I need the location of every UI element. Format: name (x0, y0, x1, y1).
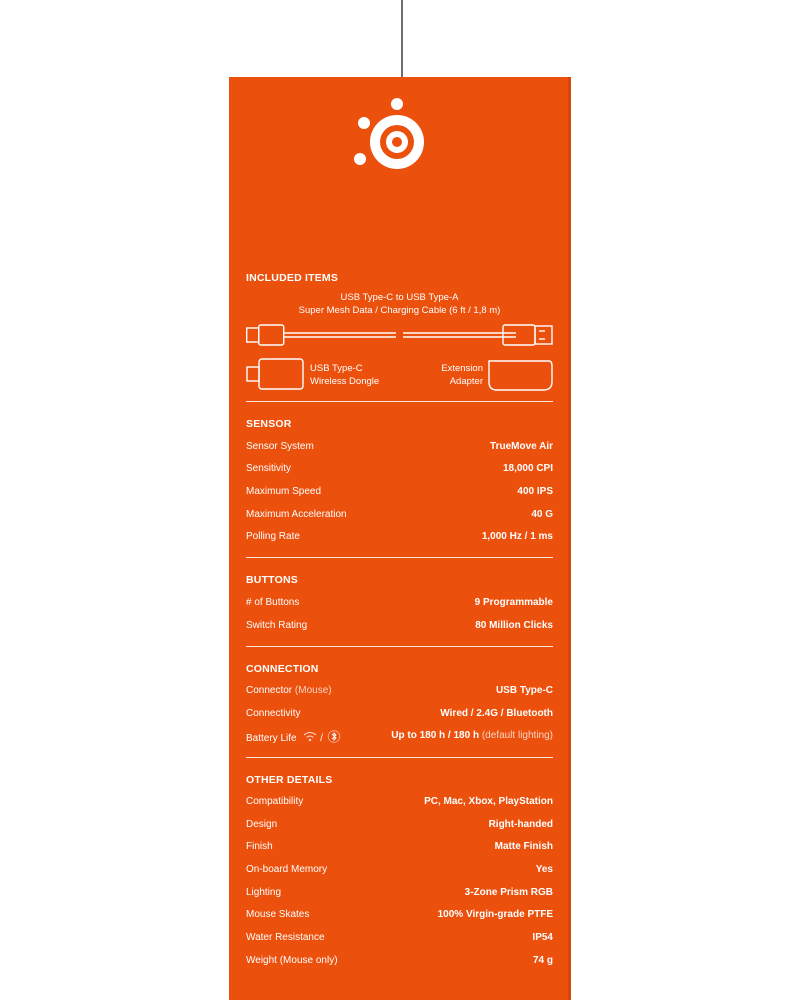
adapter-caption-line2: Adapter (449, 376, 483, 387)
spec-value: 9 Programmable (474, 597, 553, 608)
hanging-string (401, 0, 403, 78)
spec-label: Maximum Speed (246, 486, 322, 497)
spec-row (246, 909, 553, 925)
spec-row (246, 620, 553, 636)
spec-value: 100% Virgin-grade PTFE (437, 909, 553, 920)
spec-label: Switch Rating (246, 620, 308, 631)
spec-value: 80 Million Clicks (475, 620, 553, 631)
product-box-panel (229, 77, 571, 1000)
spec-value: PC, Mac, Xbox, PlayStation (424, 796, 553, 807)
spec-label: Maximum Acceleration (246, 509, 347, 520)
spec-label: # of Buttons (246, 597, 300, 608)
spec-label: Sensor System (246, 441, 314, 452)
spec-value: 400 IPS (517, 486, 553, 497)
spec-label: Polling Rate (246, 531, 300, 542)
battery-note: (default lighting) (481, 730, 553, 741)
spec-label: Compatibility (246, 796, 304, 807)
spec-label: Lighting (246, 887, 282, 898)
adapter-caption-line1: Extension (441, 363, 483, 374)
spec-row (246, 730, 553, 746)
spec-value: Right-handed (488, 819, 553, 830)
spec-row (246, 864, 553, 880)
spec-label: Connectivity (246, 708, 301, 719)
spec-row (246, 708, 553, 724)
spec-value: 1,000 Hz / 1 ms (481, 531, 553, 542)
spec-value: USB Type-C (495, 685, 553, 696)
spec-value: 74 g (532, 955, 553, 966)
battery-value: Up to 180 h / 180 h (391, 730, 480, 741)
cable-caption-line2: Super Mesh Data / Charging Cable (6 ft / 1,8 m) (298, 305, 501, 316)
extension-adapter-icon (487, 358, 553, 392)
sensor-title: SENSOR (246, 418, 292, 430)
dongle-caption-line1: USB Type-C (310, 363, 363, 374)
spec-value: 40 G (531, 509, 553, 520)
spec-value: TrueMove Air (490, 441, 553, 452)
spec-label: On-board Memory (246, 864, 328, 875)
spec-value: Yes (535, 864, 553, 875)
dongle-caption-line2: Wireless Dongle (310, 376, 380, 387)
divider (246, 646, 553, 647)
other-details-title: OTHER DETAILS (246, 774, 333, 786)
spec-label: Mouse Skates (246, 909, 310, 920)
divider (246, 557, 553, 558)
spec-label: Design (246, 819, 278, 830)
spec-value: Wired / 2.4G / Bluetooth (440, 708, 553, 719)
spec-row (246, 955, 553, 971)
wireless-icon (303, 731, 317, 742)
steelseries-logo-icon (353, 95, 433, 175)
spec-row (246, 685, 553, 701)
spec-row (246, 441, 553, 457)
spec-value (391, 730, 553, 741)
spec-row (246, 463, 553, 479)
cable-caption-line1: USB Type-C to USB Type-A (340, 292, 459, 303)
usb-cable-icon (246, 322, 553, 348)
spec-label: Weight (Mouse only) (246, 955, 338, 966)
spec-row (246, 841, 553, 857)
buttons-title: BUTTONS (246, 574, 298, 586)
spec-row (246, 796, 553, 812)
spec-row (246, 932, 553, 948)
spec-row (246, 819, 553, 835)
battery-label: Battery Life (246, 733, 297, 744)
spec-value: Matte Finish (494, 841, 553, 852)
connector-note: (Mouse) (294, 685, 332, 696)
spec-row (246, 887, 553, 903)
spec-label (246, 685, 332, 696)
spec-row (246, 486, 553, 502)
usb-dongle-icon (246, 358, 306, 390)
spec-row (246, 597, 553, 613)
divider (246, 757, 553, 758)
spec-label: Sensitivity (246, 463, 292, 474)
battery-separator: / (320, 733, 323, 744)
connection-title: CONNECTION (246, 663, 319, 675)
spec-label (246, 730, 340, 744)
spec-row (246, 531, 553, 547)
spec-label: Finish (246, 841, 273, 852)
spec-value: 18,000 CPI (502, 463, 553, 474)
spec-value: IP54 (532, 932, 553, 943)
bluetooth-icon (328, 730, 340, 743)
spec-value: 3-Zone Prism RGB (464, 887, 553, 898)
spec-row (246, 509, 553, 525)
included-items-title: INCLUDED ITEMS (246, 272, 339, 284)
spec-label: Water Resistance (246, 932, 325, 943)
connector-label: Connector (246, 685, 293, 696)
divider (246, 401, 553, 402)
